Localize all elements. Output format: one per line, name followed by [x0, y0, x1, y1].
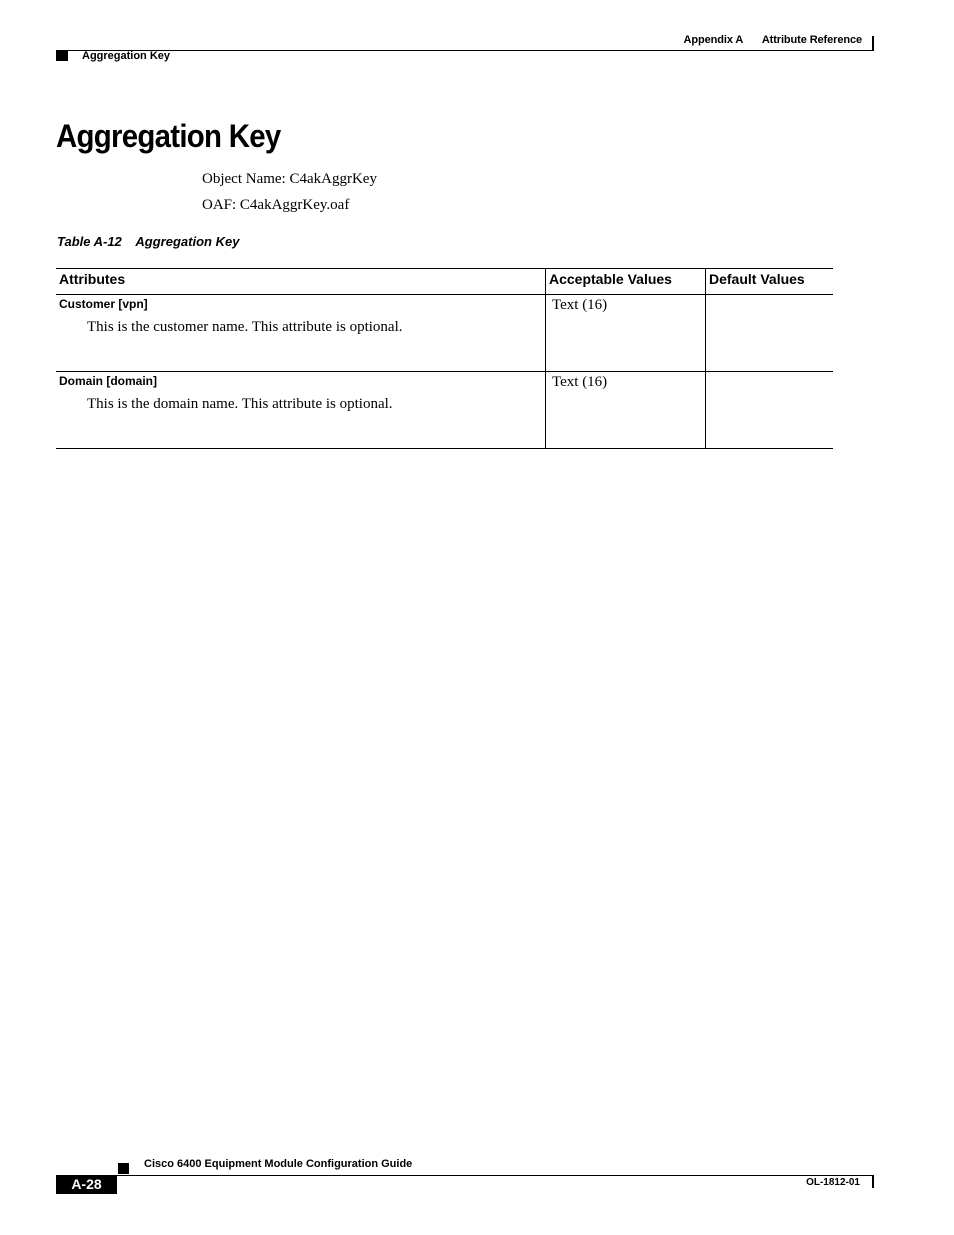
table-caption-label: Table A-12	[57, 234, 122, 249]
acceptable-value: Text (16)	[552, 374, 608, 390]
footer-square-marker	[118, 1163, 129, 1174]
footer-rule	[56, 1175, 874, 1176]
footer-tick-mark	[872, 1175, 874, 1188]
table-header-row	[56, 269, 833, 295]
table-row	[56, 295, 833, 372]
column-header-acceptable-values: Acceptable Values	[546, 269, 706, 295]
attribute-cell	[56, 372, 546, 449]
default-value	[706, 372, 833, 374]
attribute-description: This is the customer name. This attribute is optional.	[87, 319, 403, 335]
attribute-name: Customer [vpn]	[59, 297, 148, 311]
footer-guide-title: Cisco 6400 Equipment Module Configuration Guide	[144, 1158, 413, 1170]
header-appendix: Appendix A	[683, 34, 743, 46]
table-caption	[57, 234, 239, 249]
attribute-name: Domain [domain]	[59, 374, 157, 388]
acceptable-values-cell	[546, 372, 706, 449]
oaf-name: OAF: C4akAggrKey.oaf	[202, 197, 350, 213]
attribute-cell	[56, 295, 546, 372]
column-header-attributes: Attributes	[56, 269, 546, 295]
header-chapter: Attribute Reference	[761, 34, 862, 46]
header-section: Aggregation Key	[82, 50, 171, 62]
document-number: OL-1812-01	[806, 1177, 860, 1188]
table-caption-title: Aggregation Key	[135, 234, 240, 249]
attribute-table	[56, 268, 833, 449]
object-name: Object Name: C4akAggrKey	[202, 171, 377, 187]
acceptable-values-cell	[546, 295, 706, 372]
acceptable-value: Text (16)	[552, 297, 608, 313]
page-number: A-28	[56, 1175, 117, 1194]
table-row	[56, 372, 833, 449]
page-title: Aggregation Key	[56, 118, 281, 154]
default-values-cell	[706, 372, 834, 449]
header-square-marker	[56, 51, 68, 61]
attribute-description: This is the domain name. This attribute is optional.	[87, 396, 393, 412]
default-value	[706, 295, 833, 297]
running-header-right	[684, 34, 862, 46]
header-rule	[56, 50, 874, 51]
column-header-default-values: Default Values	[706, 269, 834, 295]
default-values-cell	[706, 295, 834, 372]
header-tick-mark	[872, 36, 874, 51]
